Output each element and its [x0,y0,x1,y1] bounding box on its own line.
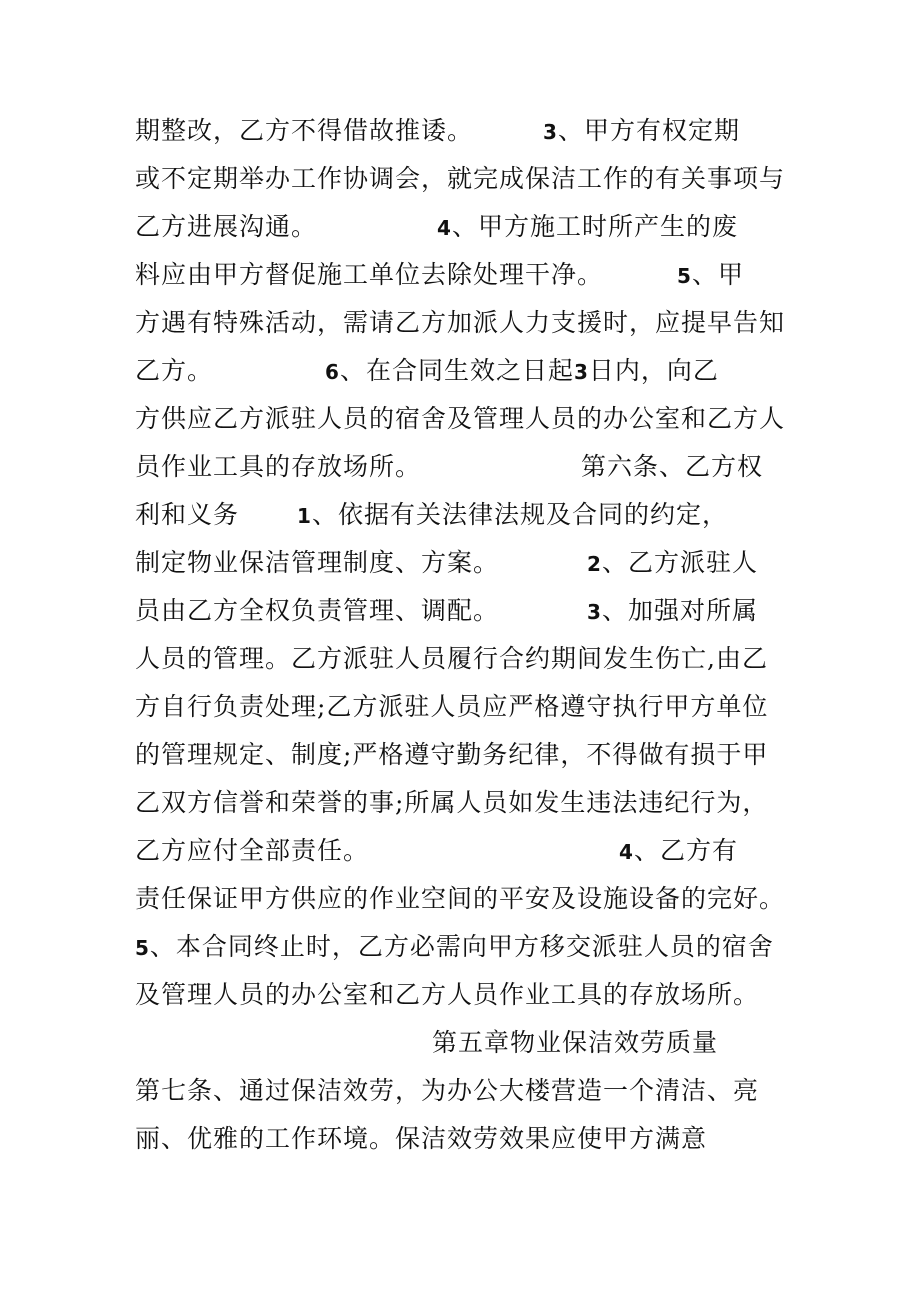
day-count: 3 [573,360,589,384]
line-text: 乙方进展沟通。 [135,212,318,241]
text-line [135,588,758,634]
line-text: 及管理人员的办公室和乙方人员作业工具的存放场所。 [135,980,760,1009]
line-text: 、乙方派驻人 [601,548,758,577]
text-line [135,204,738,250]
line-text: 、本合同终止时，乙方必需向甲方移交派驻人员的宿舍 [149,932,774,961]
line-text: 、甲方有权定期 [557,116,740,145]
line-text: 乙双方信誉和荣誉的事;所属人员如发生违法违纪行为， [135,788,769,817]
text-line [135,780,768,826]
item-number: 5 [677,264,692,288]
section-heading: 第六条、乙方权 [581,452,764,481]
text-line [135,444,763,490]
line-text: 制定物业保洁管理制度、方案。 [135,548,500,577]
text-line [135,492,728,538]
text-line [135,828,738,874]
item-number: 3 [587,600,602,624]
text-line [135,252,744,298]
line-text: 第七条、通过保洁效劳，为办公大楼营造一个清洁、亮 [135,1076,760,1105]
text-line [135,300,785,346]
line-text: 方自行负责处理;乙方派驻人员应严格遵守执行甲方单位 [135,692,769,721]
text-line [135,108,740,154]
text-line [135,924,774,970]
line-text: 乙方应付全部责任。 [135,836,370,865]
line-text: 、在合同生效之日起 [339,356,574,385]
text-line [135,972,759,1018]
line-text: 丽、优雅的工作环境。保洁效劳效果应使甲方满意 [135,1124,708,1153]
line-text: 、乙方有 [633,836,738,865]
line-text: 、依据有关法律法规及合同的约定， [311,500,728,529]
text-line [135,540,758,586]
line-text: 料应由甲方督促施工单位去除处理干净。 [135,260,604,289]
text-line [135,1068,759,1114]
line-text: 员由乙方全权负责管理、调配。 [135,596,500,625]
line-text: 、甲 [691,260,744,289]
text-line [135,684,768,730]
line-text: 日内，向乙 [588,356,719,385]
item-number: 4 [437,216,452,240]
line-text: 利和义务 [135,500,240,529]
chapter-heading: 第五章物业保洁效劳质量 [432,1028,719,1057]
item-number: 1 [297,504,312,528]
text-line [135,876,785,922]
chapter-heading-line [432,1020,718,1066]
text-line [135,732,768,778]
line-text: 人员的管理。乙方派驻人员履行合约期间发生伤亡,由乙 [135,644,768,673]
line-text: 方遇有特殊活动，需请乙方加派人力支援时，应提早告知 [135,308,786,337]
line-text: 、加强对所属 [601,596,758,625]
text-line [135,396,785,442]
text-line [135,156,785,202]
line-text: 、甲方施工时所产生的废 [451,212,738,241]
text-line [135,348,719,394]
text-line [135,636,768,682]
line-text: 的管理规定、制度;严格遵守勤务纪律，不得做有损于甲 [135,740,769,769]
line-text: 员作业工具的存放场所。 [135,452,422,481]
text-line [135,1116,707,1162]
item-number: 6 [325,360,340,384]
line-text: 或不定期举办工作协调会，就完成保洁工作的有关事项与 [135,164,786,193]
line-text: 责任保证甲方供应的作业空间的平安及设施设备的完好。 [135,884,786,913]
item-number: 3 [543,120,558,144]
item-number: 4 [619,840,634,864]
line-text: 期整改，乙方不得借故推诿。 [135,116,474,145]
item-number: 2 [587,552,602,576]
item-number: 5 [135,936,150,960]
line-text: 方供应乙方派驻人员的宿舍及管理人员的办公室和乙方人 [135,404,786,433]
line-text: 乙方。 [135,356,214,385]
